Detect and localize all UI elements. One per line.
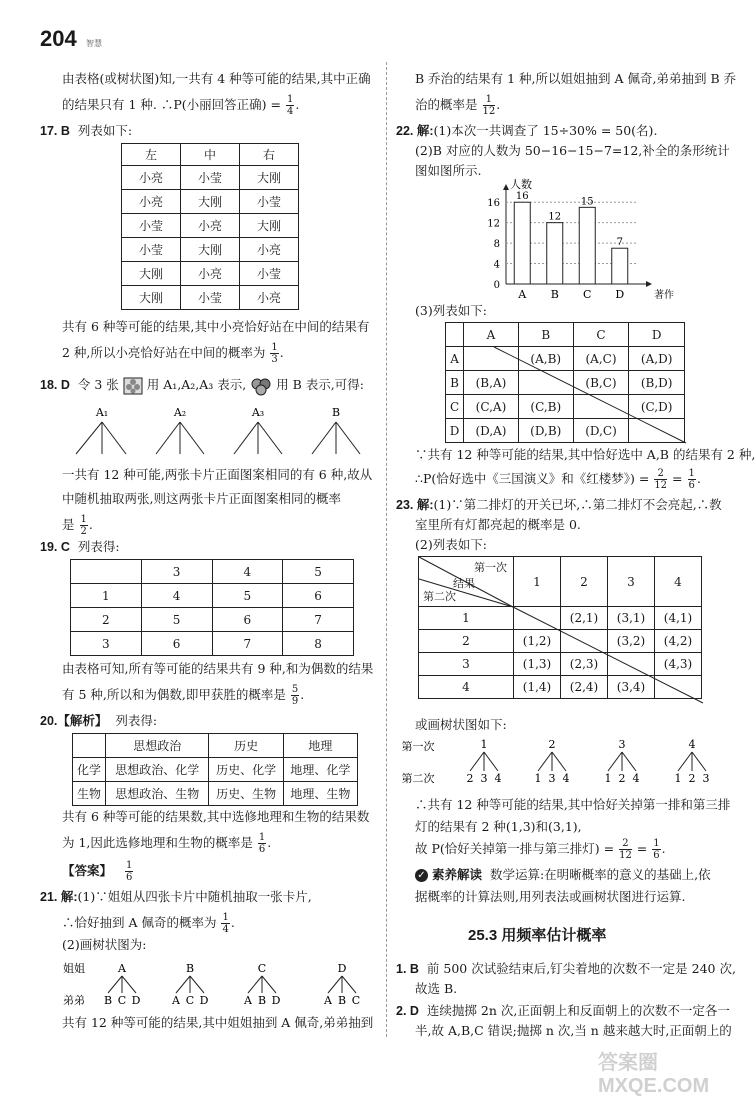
- y-tick-label: 12: [487, 218, 500, 230]
- q18-heading: 18. D 令 3 张 用 A₁,A₂,A₃ 表示, 用 B 表示,可得:: [40, 376, 364, 395]
- q22-line-5: ∵共有 12 种等可能的结果,其中恰好选中 A,B 的结果有 2 种,: [415, 447, 755, 462]
- fraction: $\frac{5}{9}$: [291, 684, 299, 707]
- bar: [612, 248, 628, 284]
- q21-tree-diagram: [62, 958, 372, 1008]
- bar: [514, 202, 530, 284]
- svg-text:1: 1: [604, 772, 612, 785]
- svg-text:B: B: [103, 994, 113, 1007]
- svg-text:2: 2: [466, 772, 474, 785]
- svg-text:1: 1: [480, 738, 488, 751]
- y-tick-label: 0: [493, 280, 500, 291]
- table-row: B (B,A) (B,C) (B,D): [446, 371, 685, 395]
- q23-line-6: 灯的结果有 2 种(1,3)和(3,1),: [415, 819, 582, 834]
- table-row: 3 6 7 8: [71, 632, 354, 656]
- fraction: $\frac{1}{6}$: [125, 860, 133, 883]
- fraction: $\frac{2}{12}$: [654, 468, 668, 491]
- bar-value-label: 15: [580, 196, 594, 208]
- svg-text:1: 1: [534, 772, 542, 785]
- table-row: A (A,B) (A,C) (A,D): [446, 347, 685, 371]
- y-tick-label: 4: [493, 259, 500, 271]
- q17-table: [121, 143, 299, 310]
- q19-table: [70, 559, 354, 656]
- right-line-1: B 乔治的结果有 1 种,所以姐姐抽到 A 佩奇,弟弟抽到 B 乔: [415, 71, 737, 86]
- literacy-line-2: 据概率的计算法则,用列表法或画树状图进行运算.: [415, 889, 686, 904]
- table-header-row: 思想政治 历史 地理: [73, 734, 358, 758]
- q22-line-2: (2)B 对应的人数为 50−16−15−7=12,补全的条形统计: [415, 143, 730, 158]
- q19-conclusion-2: 有 5 种,所以和为偶数,即甲获胜的概率是 $\frac{5}{9}$ .: [62, 684, 305, 707]
- q23-line-2: 室里所有灯都亮起的概率是 0.: [415, 517, 581, 532]
- table-row: 小莹 小亮 大刚: [122, 214, 299, 238]
- literacy-line-1: ✓ 素养解读 数学运算:在明晰概率的意义的基础上,依: [415, 866, 711, 884]
- fraction: $\frac{1}{6}$: [258, 832, 266, 855]
- table-row: 2 (1,2) (3,2) (4,2): [419, 630, 702, 653]
- q20-answer: 【答案】 $\frac{1}{6}$: [62, 860, 133, 883]
- table-row: 3 (1,3) (2,3) (4,3): [419, 653, 702, 676]
- svg-text:B: B: [257, 994, 267, 1007]
- y-tick-label: 8: [493, 239, 500, 251]
- y-tick-label: 16: [487, 198, 500, 210]
- q20-table: [72, 733, 358, 806]
- svg-text:C: C: [257, 962, 267, 975]
- svg-text:第二次: 第二次: [401, 772, 435, 785]
- s1-line-1: 1. B 前 500 次试验结束后,钉尖着地的次数不一定是 240 次,: [396, 961, 736, 976]
- q23-line-5: ∴共有 12 种等可能的结果,其中恰好关掉第一排和第三排: [415, 797, 731, 812]
- svg-text:4: 4: [632, 772, 640, 785]
- table-header-row: 左 中 右: [122, 144, 299, 166]
- svg-text:4: 4: [562, 772, 570, 785]
- svg-text:D: D: [271, 994, 281, 1007]
- q23-line-3: (2)列表如下:: [415, 537, 487, 552]
- svg-text:姐姐: 姐姐: [63, 962, 85, 975]
- table-row: C (C,A) (C,B) (C,D): [446, 395, 685, 419]
- q18-tree-diagram: [62, 402, 372, 460]
- q21-line-2: ∴恰好抽到 A 佩奇的概率为 $\frac{1}{4}$ .: [62, 912, 235, 935]
- svg-text:B: B: [185, 962, 195, 975]
- svg-text:B: B: [337, 994, 347, 1007]
- x-tick-label: C: [583, 288, 592, 301]
- q17-heading: 17. B 列表如下:: [40, 123, 133, 138]
- svg-text:3: 3: [548, 772, 556, 785]
- svg-text:3: 3: [480, 772, 488, 785]
- table-row: D (D,A) (D,B) (D,C): [446, 419, 685, 443]
- q18-conclusion-2: 中随机抽取两张,则这两张卡片正面图案相同的概率: [62, 491, 341, 506]
- q23-line-4: 或画树状图如下:: [415, 717, 507, 732]
- svg-text:C: C: [185, 994, 195, 1007]
- section-title: 25.3 用频率估计概率: [468, 927, 607, 944]
- s2-line-2: 半,故 A,B,C 错误;抛掷 n 次,当 n 越来越大时,正面朝上的: [415, 1023, 732, 1038]
- svg-text:1: 1: [674, 772, 682, 785]
- x-axis-label: 著作: [654, 290, 674, 301]
- q18-conclusion-1: 一共有 12 种可能,两张卡片正面图案相同的有 6 种,故从: [62, 467, 373, 482]
- table-row: 小亮 大刚 小莹: [122, 190, 299, 214]
- fraction: $\frac{1}{6}$: [688, 468, 695, 491]
- s1-line-2: 故选 B.: [415, 981, 458, 996]
- fraction: $\frac{1}{6}$: [653, 838, 660, 861]
- svg-text:2: 2: [618, 772, 626, 785]
- q21-heading: 21. 解:(1)∵姐姐从四张卡片中随机抽取一张卡片,: [40, 889, 312, 904]
- svg-text:C: C: [117, 994, 127, 1007]
- fraction: $\frac{1}{12}$: [482, 94, 496, 117]
- bar-value-label: 12: [548, 211, 562, 223]
- svg-text:A: A: [324, 994, 332, 1007]
- svg-text:A: A: [172, 994, 180, 1007]
- x-tick-label: B: [550, 288, 559, 301]
- q17-conclusion-1: 共有 6 种等可能的结果,其中小亮恰好站在中间的结果有: [62, 319, 370, 334]
- table-row: 1 (2,1) (3,1) (4,1): [419, 607, 702, 630]
- table-row: 2 5 6 7: [71, 608, 354, 632]
- q19-heading: 19. C 列表得:: [40, 539, 120, 554]
- right-line-2: 治的概率是 $\frac{1}{12}$ .: [415, 94, 501, 117]
- q21-line-3: (2)画树状图为:: [62, 937, 147, 952]
- q22-bar-chart: [470, 176, 674, 301]
- svg-text:4: 4: [688, 738, 696, 751]
- svg-text:B: B: [331, 406, 341, 419]
- q23-line-7: 故 P(恰好关掉第一排与第三排灯) = $\frac{2}{12}$ = $\frac{1}{6}$ .: [415, 838, 666, 861]
- q22-heading: 22. 解:(1)本次一共调查了 15÷30% = 50(名).: [396, 123, 658, 138]
- q20-conclusion-1: 共有 6 种等可能的结果数,其中选修地理和生物的结果数: [62, 809, 370, 824]
- q22-diagonal-line: [446, 347, 686, 443]
- svg-text:A₂: A₂: [173, 406, 187, 419]
- table-header-row: 3 4 5: [71, 560, 354, 584]
- table-row: 1 4 5 6: [71, 584, 354, 608]
- check-circle-icon: ✓: [415, 869, 428, 882]
- q22-line-6: ∴P(恰好选中《三国演义》和《红楼梦》) = $\frac{2}{12}$ = $\frac{1}{6}$ .: [415, 468, 701, 491]
- fraction: $\frac{1}{2}$: [80, 514, 87, 537]
- svg-text:2: 2: [548, 738, 556, 751]
- watermark: 答案圈 MXQE.COM: [598, 1052, 710, 1097]
- left-line-1: 由表格(或树状图)知,一共有 4 种等可能的结果,其中正确: [62, 71, 371, 86]
- fraction: $\frac{1}{4}$: [286, 94, 294, 117]
- card-pattern-a-icon: [123, 377, 143, 395]
- fraction: $\frac{1}{3}$: [271, 342, 278, 365]
- x-axis-arrow-icon: [646, 281, 652, 287]
- bar: [547, 223, 563, 284]
- page-number: 204: [40, 26, 77, 51]
- svg-text:A₁: A₁: [95, 406, 109, 419]
- x-tick-label: D: [615, 288, 625, 301]
- bar-value-label: 7: [616, 237, 623, 249]
- q21-line-4: 共有 12 种等可能的结果,其中姐姐抽到 A 佩奇,弟弟抽到: [62, 1015, 374, 1030]
- table-row: 小莹 大刚 小亮: [122, 238, 299, 262]
- q20-heading: 20.【解析】 列表得:: [40, 713, 158, 728]
- q22-line-4: (3)列表如下:: [415, 303, 487, 318]
- table-header-row: 第一次 结果 第二次 1 2 3 4: [419, 557, 702, 607]
- svg-text:D: D: [199, 994, 209, 1007]
- table-row: 化学 思想政治、化学 历史、化学 地理、化学: [73, 758, 358, 782]
- table-header-row: A B C D: [446, 323, 685, 347]
- svg-text:D: D: [131, 994, 141, 1007]
- svg-text:4: 4: [494, 772, 502, 785]
- q17-conclusion-2: 2 种,所以小亮恰好站在中间的概率为 $\frac{1}{3}$ .: [62, 342, 284, 365]
- svg-text:C: C: [351, 994, 361, 1007]
- fraction: $\frac{2}{12}$: [619, 838, 632, 861]
- svg-text:第一次: 第一次: [401, 740, 435, 753]
- table-row: 生物 思想政治、生物 历史、生物 地理、生物: [73, 782, 358, 806]
- q22-line-3: 图如图所示.: [415, 163, 482, 178]
- q23-heading: 23. 解:(1)∵第二排灯的开关已坏,∴第二排灯不会亮起,∴教: [396, 497, 722, 512]
- q19-conclusion-1: 由表格可知,所有等可能的结果共有 9 种,和为偶数的结果: [62, 661, 374, 676]
- table-row: 大刚 小莹 小亮: [122, 286, 299, 310]
- q23-diagonal-lines: [419, 557, 703, 707]
- svg-text:3: 3: [618, 738, 626, 751]
- x-tick-label: A: [518, 288, 527, 301]
- table-corner-cell: 第一次 结果 第二次: [419, 557, 514, 607]
- y-axis-arrow-icon: [503, 184, 509, 190]
- q23-tree-diagram: [398, 736, 728, 792]
- svg-text:A₃: A₃: [251, 406, 265, 419]
- svg-text:弟弟: 弟弟: [63, 994, 85, 1007]
- column-divider: [386, 62, 387, 1037]
- left-line-2: 的结果只有 1 种. ∴P(小丽回答正确) = $\frac{1}{4}$ .: [62, 94, 300, 117]
- bar-value-label: 16: [515, 191, 529, 203]
- y-axis-label: 人数: [510, 178, 532, 191]
- s2-line-1: 2. D 连续抛掷 2n 次,正面朝上和反面朝上的次数不一定各一: [396, 1003, 730, 1018]
- bar: [579, 207, 595, 284]
- side-mark: 智慧: [86, 39, 102, 48]
- q18-conclusion-3: 是 $\frac{1}{2}$ .: [62, 514, 93, 537]
- table-row: 大刚 小亮 小莹: [122, 262, 299, 286]
- card-pattern-b-icon: [250, 377, 272, 395]
- svg-text:A: A: [118, 962, 126, 975]
- q20-conclusion-2: 为 1,因此选修地理和生物的概率是 $\frac{1}{6}$ .: [62, 832, 272, 855]
- table-row: 小亮 小莹 大刚: [122, 166, 299, 190]
- table-row: 4 (1,4) (2,4) (3,4): [419, 676, 702, 699]
- svg-text:3: 3: [702, 772, 710, 785]
- svg-text:A: A: [244, 994, 252, 1007]
- svg-text:2: 2: [688, 772, 696, 785]
- fraction: $\frac{1}{4}$: [222, 912, 229, 935]
- svg-text:D: D: [337, 962, 347, 975]
